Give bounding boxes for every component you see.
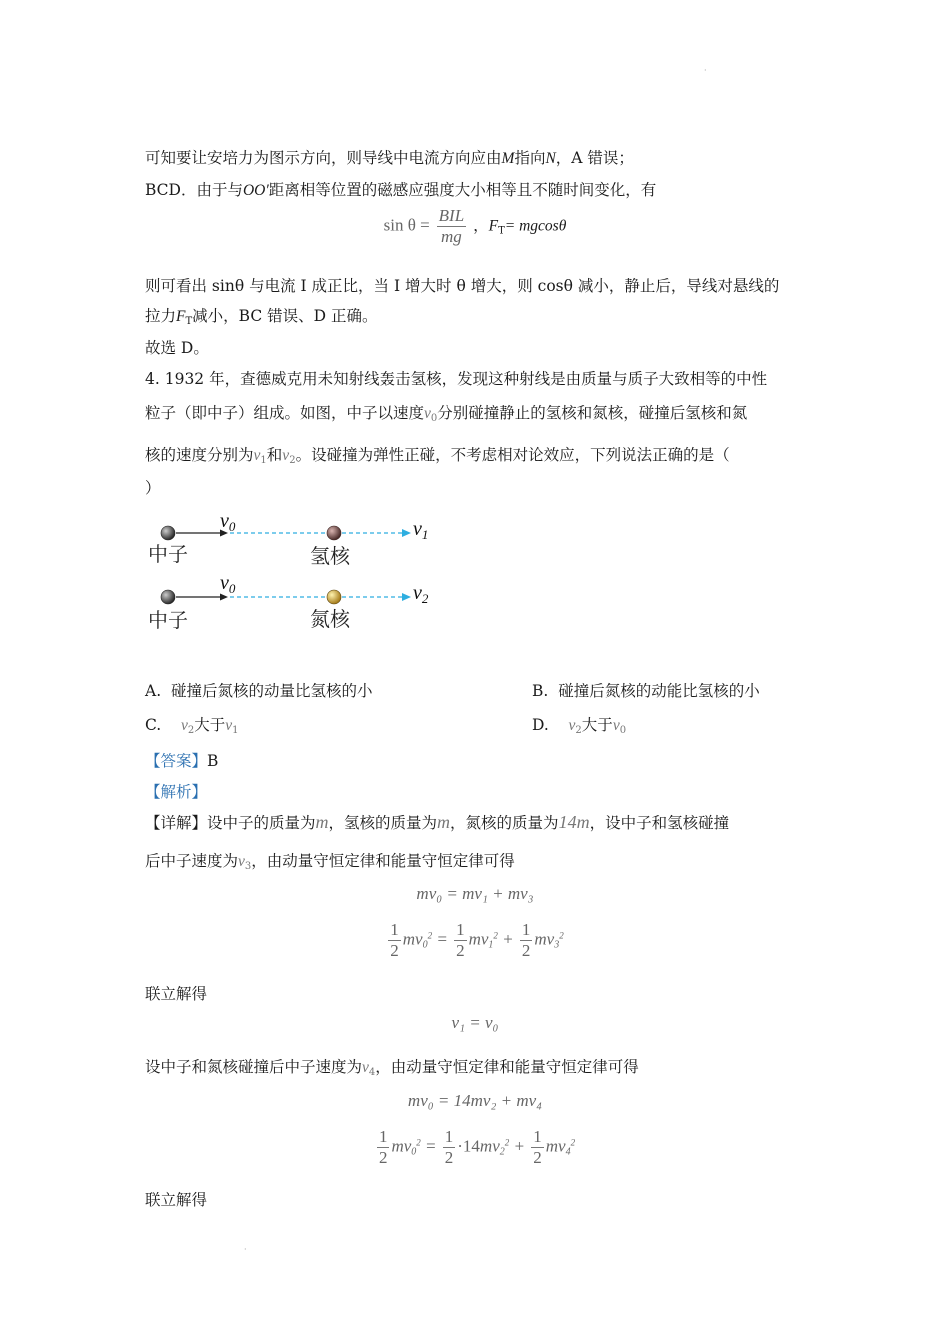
page-speck-bottom: · bbox=[244, 1245, 247, 1254]
option-d[interactable]: D. $v_2$大于$v_0$ bbox=[532, 716, 627, 736]
label-v1: $v_1$ bbox=[413, 518, 429, 542]
paragraph-choose-d: 故选 D。 bbox=[145, 339, 209, 357]
question-4-line-2: 粒子（即中子）组成。如图，中子以速度$v_0$分别碰撞静止的氢核和氮核，碰撞后氢核和氮 bbox=[145, 404, 748, 424]
analysis-tag: 【解析】 bbox=[145, 783, 208, 801]
eq1-lhs: sin θ = bbox=[383, 215, 430, 235]
equation-sin-theta: sin θ = $\frac{\text{BIL}}{mg}$ ，$F_T= mgcos\theta$ bbox=[383, 206, 567, 246]
label-hydrogen: 氢核 bbox=[310, 544, 350, 568]
paragraph-sin-proportional: 则可看出 sinθ 与电流 I 成正比，当 I 增大时 θ 增大，则 cosθ 减小，静止后，导线对悬线的 bbox=[145, 277, 780, 295]
page-speck-top: · bbox=[704, 66, 707, 75]
detail-tag: 【详解】 bbox=[145, 814, 208, 832]
paragraph-tension-decrease: 拉力$F_T$减小，BC 错误、D 正确。 bbox=[145, 307, 378, 327]
option-c[interactable]: C. $v_2$大于$v_1$ bbox=[145, 716, 239, 736]
answer-tag: 【答案】 bbox=[145, 752, 208, 770]
paragraph-ampere-direction: 可知要让安培力为图示方向，则导线中电流方向应由M指向N，A 错误； bbox=[145, 149, 634, 167]
solve-line-2: 联立解得 bbox=[145, 1191, 208, 1209]
equation-energy-nitrogen: $\frac{1}{2}$ $mv_0^2$ = $\frac{1}{2}$ $\cdot 14mv_2^2$ + $\frac{1}{2}$ $mv_4^2$ bbox=[378, 1127, 576, 1167]
label-neutron-2: 中子 bbox=[148, 608, 188, 632]
question-4-line-1: 4. 1932 年，查德威克用未知射线轰击氢核，发现这种射线是由质量与质子大致相等的中性 bbox=[145, 370, 768, 388]
label-nitrogen: 氮核 bbox=[310, 607, 350, 631]
neutron-ball-2 bbox=[161, 590, 175, 604]
eq1-fraction: $\frac{\text{BIL}}{mg}$ bbox=[438, 206, 465, 246]
detail-line-1: 【详解】设中子的质量为m，氢核的质量为m，氮核的质量为14m，设中子和氢核碰撞 bbox=[145, 812, 730, 832]
question-4-line-4: ） bbox=[145, 479, 161, 497]
label-v2: $v_2$ bbox=[413, 582, 429, 606]
equation-energy-hydrogen: $\frac{1}{2}$ $mv_0^2$ = $\frac{1}{2}$ $mv_1^2$ + $\frac{1}{2}$ $mv_3^2$ bbox=[390, 920, 564, 960]
answer-line bbox=[145, 749, 218, 771]
label-neutron-1: 中子 bbox=[148, 542, 188, 566]
arrow-head-v2 bbox=[402, 593, 411, 601]
solve-line-1: 联立解得 bbox=[145, 985, 208, 1003]
option-a[interactable]: A. 碰撞后氮核的动量比氢核的小 bbox=[145, 682, 373, 700]
equation-momentum-hydrogen: mv₀ = mv₁ + mv₃ bbox=[416, 884, 534, 903]
equation-momentum-nitrogen: mv₀ = 14mv₂ + mv₄ bbox=[407, 1091, 543, 1110]
nitrogen-collision-line: 设中子和氮核碰撞后中子速度为$v_4$，由动量守恒定律和能量守恒定律可得 bbox=[145, 1058, 639, 1078]
question-4-line-3: 核的速度分别为$v_1$和$v_2$。设碰撞为弹性正碰，不考虑相对论效应，下列说法正确的是（ bbox=[145, 446, 730, 466]
option-b[interactable]: B. 碰撞后氮核的动能比氢核的小 bbox=[532, 682, 760, 700]
paragraph-bcd-analysis: BCD．由于与OO′距离相等位置的磁感应强度大小相等且不随时间变化，有 bbox=[145, 181, 657, 199]
nitrogen-nucleus-ball bbox=[327, 590, 341, 604]
hydrogen-nucleus-ball bbox=[327, 526, 341, 540]
label-v0-row2: $v_0$ bbox=[220, 572, 236, 596]
arrow-head-v0-2 bbox=[220, 594, 228, 601]
detail-line-2: 后中子速度为$v_3$，由动量守恒定律和能量守恒定律可得 bbox=[145, 852, 515, 872]
arrow-head-v1 bbox=[402, 529, 411, 537]
collision-figure bbox=[140, 505, 440, 640]
answer-value: B bbox=[207, 752, 219, 770]
equation-v1-equals-v0: v₁ = v₀ bbox=[451, 1013, 499, 1032]
label-v0-row1: $v_0$ bbox=[220, 510, 236, 534]
neutron-ball-1 bbox=[161, 526, 175, 540]
